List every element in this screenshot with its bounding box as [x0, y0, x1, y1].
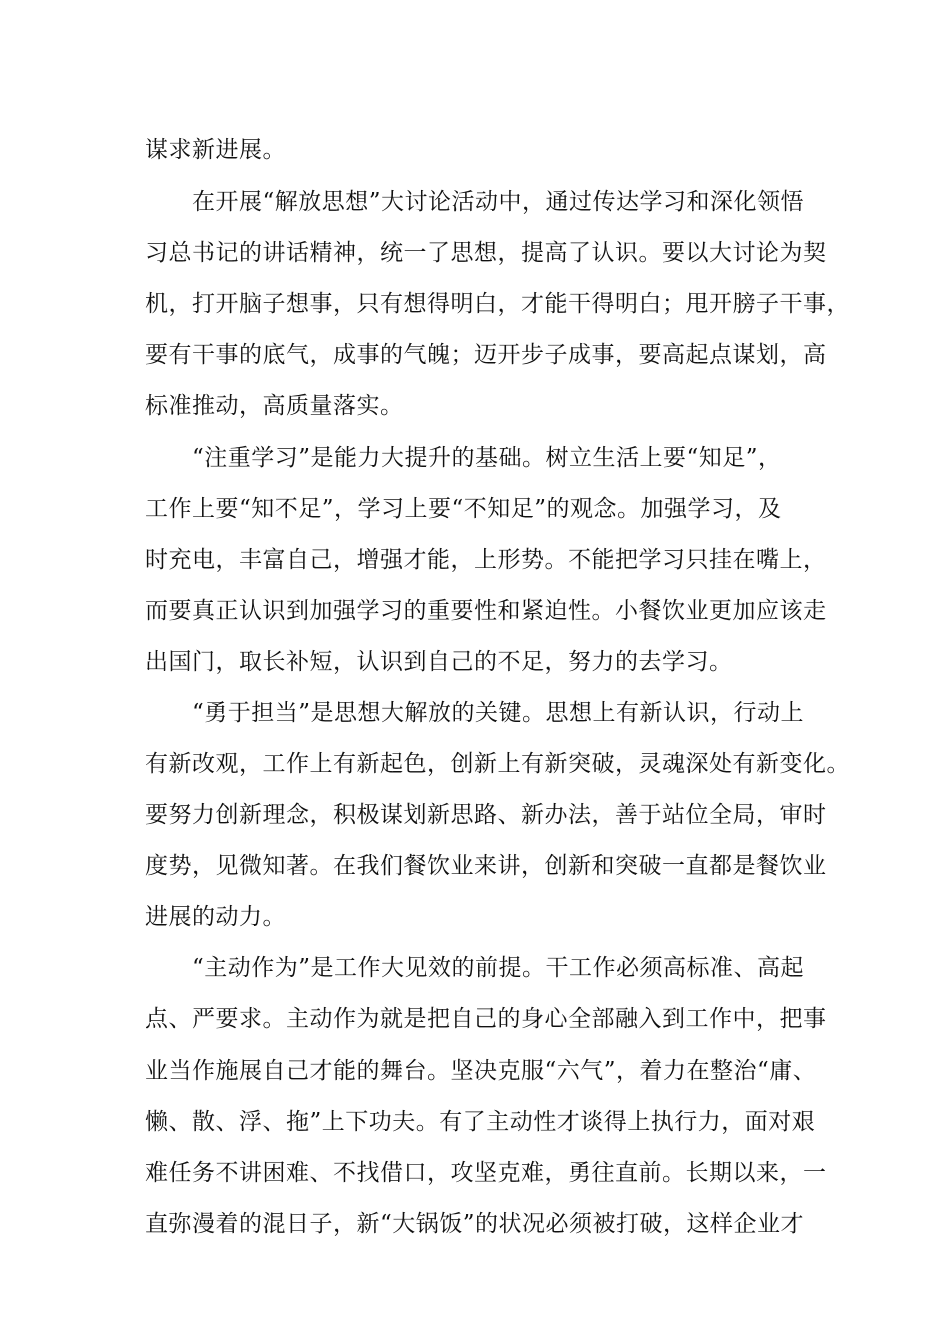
- paragraph-start-line: “主动作为”是工作大见效的前提。干工作必须高标准、高起: [192, 955, 805, 981]
- text-line: 有新改观，工作上有新起色，创新上有新突破，灵魂深处有新变化。: [145, 751, 850, 777]
- text-line: 要努力创新理念，积极谋划新思路、新办法，善于站位全局，审时: [145, 802, 827, 828]
- text-line: 机，打开脑子想事，只有想得明白，才能干得明白；甩开膀子干事，: [145, 291, 850, 317]
- text-line: 习总书记的讲话精神，统一了思想，提高了认识。要以大讨论为契: [145, 240, 827, 266]
- text-line: 时充电，丰富自己，增强才能，上形势。不能把学习只挂在嘴上，: [145, 547, 827, 573]
- paragraph-start-line: 在开展“解放思想”大讨论活动中，通过传达学习和深化领悟: [192, 189, 805, 215]
- text-line: 而要真正认识到加强学习的重要性和紧迫性。小餐饮业更加应该走: [145, 598, 827, 624]
- text-line: 直弥漫着的混日子，新“大锅饭”的状况必须被打破，这样企业才: [145, 1211, 805, 1237]
- paragraph-start-line: “注重学习”是能力大提升的基础。树立生活上要“知足”，: [192, 445, 782, 471]
- text-line: 懒、散、浮、拖”上下功夫。有了主动性才谈得上执行力，面对艰: [145, 1109, 816, 1135]
- text-line: 工作上要“知不足”，学习上要“不知足”的观念。加强学习，及: [145, 496, 782, 522]
- text-line: 度势，见微知著。在我们餐饮业来讲，创新和突破一直都是餐饮业: [145, 853, 827, 879]
- paragraph-start-line: “勇于担当”是思想大解放的关键。思想上有新认识，行动上: [192, 700, 805, 726]
- text-line: 业当作施展自己才能的舞台。坚决克服“六气”，着力在整治“庸、: [145, 1058, 817, 1084]
- text-line: 标准推动，高质量落实。: [145, 393, 404, 419]
- text-line: 点、严要求。主动作为就是把自己的身心全部融入到工作中，把事: [145, 1006, 827, 1032]
- text-line: 进展的动力。: [145, 904, 286, 930]
- text-line: 要有干事的底气，成事的气魄；迈开步子成事，要高起点谋划，高: [145, 342, 827, 368]
- text-line: 出国门，取长补短，认识到自己的不足，努力的去学习。: [145, 649, 733, 675]
- text-line: 谋求新进展。: [145, 137, 286, 163]
- text-line: 难任务不讲困难、不找借口，攻坚克难，勇往直前。长期以来，一: [145, 1160, 827, 1186]
